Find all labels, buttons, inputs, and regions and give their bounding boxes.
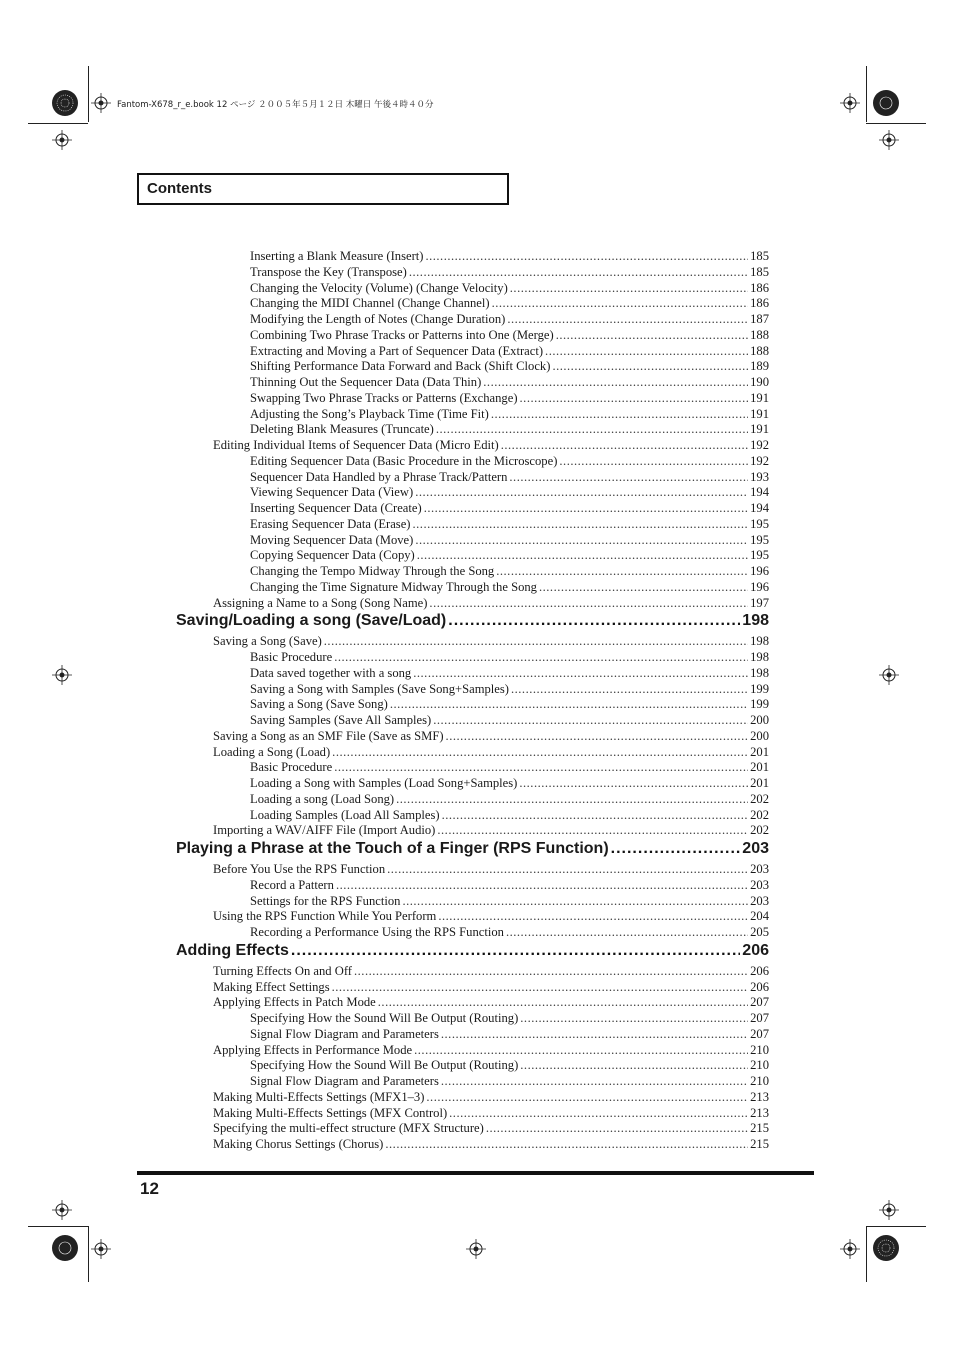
dot-leader bbox=[378, 995, 748, 1010]
toc-entry-page: 213 bbox=[750, 1105, 769, 1120]
toc-entry-label: Specifying How the Sound Will Be Output (Routing) bbox=[250, 1011, 519, 1025]
dot-leader bbox=[387, 862, 748, 877]
toc-entry-page: 206 bbox=[750, 963, 769, 978]
dot-leader bbox=[506, 925, 748, 940]
toc-entry-page: 203 bbox=[742, 840, 769, 857]
toc-entry-page: 186 bbox=[750, 280, 769, 295]
toc-entry[interactable] bbox=[250, 249, 769, 264]
dot-leader bbox=[510, 281, 748, 296]
toc-entry-label: Loading a song (Load Song) bbox=[250, 791, 395, 806]
toc-heading[interactable] bbox=[176, 942, 769, 960]
toc-entry-page: 203 bbox=[750, 862, 769, 876]
toc-entry-label: Making Chorus Settings (Chorus) bbox=[213, 1137, 384, 1151]
toc-entry-label: Editing Individual Items of Sequencer Data (Micro Edit) bbox=[213, 438, 499, 452]
footer-rule bbox=[137, 1171, 814, 1175]
dot-leader bbox=[424, 501, 748, 516]
toc-entry-page: 205 bbox=[750, 925, 769, 939]
toc-entry[interactable] bbox=[213, 1106, 769, 1121]
dot-leader bbox=[332, 980, 749, 995]
toc-entry[interactable] bbox=[250, 792, 769, 807]
dot-leader bbox=[559, 454, 748, 469]
toc-entry-page: 198 bbox=[750, 650, 769, 664]
toc-entry-page: 192 bbox=[750, 453, 769, 468]
toc-entry-label: Specifying How the Sound Will Be Output (Routing) bbox=[250, 1058, 519, 1073]
star-target-icon bbox=[51, 1234, 79, 1262]
toc-entry-label: Transpose the Key (Transpose) bbox=[250, 264, 407, 279]
toc-entry-page: 196 bbox=[750, 579, 769, 594]
crop-mark bbox=[28, 1226, 88, 1227]
dot-leader bbox=[511, 682, 748, 697]
toc-entry[interactable] bbox=[250, 1058, 769, 1073]
dot-leader bbox=[496, 564, 748, 579]
toc-entry-label: Turning Effects On and Off bbox=[213, 963, 352, 978]
toc-entry[interactable] bbox=[213, 1121, 769, 1136]
toc-entry[interactable] bbox=[213, 823, 769, 838]
toc-entry-page: 203 bbox=[750, 893, 769, 908]
toc-entry[interactable] bbox=[213, 909, 769, 924]
toc-entry-page: 194 bbox=[750, 485, 769, 500]
toc-entry[interactable] bbox=[250, 407, 769, 422]
toc-entry-page: 206 bbox=[750, 979, 769, 994]
toc-entry-label: Viewing Sequencer Data (View) bbox=[250, 485, 414, 500]
toc-entry[interactable] bbox=[213, 1137, 769, 1152]
toc-entry[interactable] bbox=[213, 1043, 769, 1058]
toc-entry-label: Signal Flow Diagram and Parameters bbox=[250, 1074, 439, 1088]
toc-heading[interactable] bbox=[176, 840, 769, 858]
toc-entry-label: Applying Effects in Patch Mode bbox=[213, 995, 376, 1010]
dot-leader bbox=[414, 1043, 748, 1058]
print-header: Fantom-X678_r_e.book 12 ページ ２００５年５月１２日 木曜日 午後４時４０分 bbox=[117, 100, 434, 110]
toc-entry-page: 201 bbox=[750, 760, 769, 775]
dot-leader bbox=[334, 760, 748, 775]
dot-leader bbox=[438, 909, 748, 924]
toc-entry[interactable] bbox=[250, 422, 769, 437]
dot-leader bbox=[520, 1011, 748, 1026]
toc-entry[interactable] bbox=[250, 650, 769, 665]
toc-entry-label: Saving a Song (Save Song) bbox=[250, 697, 388, 712]
toc-entry[interactable] bbox=[250, 925, 769, 940]
toc-entry[interactable] bbox=[250, 375, 769, 390]
toc-entry-page: 200 bbox=[750, 728, 769, 743]
toc-entry-page: 188 bbox=[750, 343, 769, 358]
toc-entry-page: 195 bbox=[750, 532, 769, 547]
toc-entry-label: Basic Procedure bbox=[250, 650, 333, 664]
toc-entry-label: Copying Sequencer Data (Copy) bbox=[250, 548, 415, 563]
toc-entry[interactable] bbox=[250, 485, 769, 500]
toc-entry-label: Erasing Sequencer Data (Erase) bbox=[250, 516, 411, 531]
toc-entry-label: Making Effect Settings bbox=[213, 979, 330, 994]
toc-entry-label: Playing a Phrase at the Touch of a Finger (RPS Function) bbox=[176, 840, 609, 857]
toc-entry[interactable] bbox=[250, 344, 769, 359]
toc-entry-page: 202 bbox=[750, 807, 769, 822]
dot-leader bbox=[390, 697, 748, 712]
toc-entry-page: 200 bbox=[750, 713, 769, 727]
toc-entry-label: Combining Two Phrase Tracks or Patterns into One (Merge) bbox=[250, 327, 554, 342]
toc-entry-page: 210 bbox=[750, 1074, 769, 1088]
dot-leader bbox=[486, 1121, 748, 1136]
toc-entry[interactable] bbox=[250, 328, 769, 343]
section-tab bbox=[137, 173, 509, 205]
dot-leader bbox=[332, 745, 748, 760]
toc-heading[interactable] bbox=[176, 612, 769, 630]
dot-leader bbox=[396, 792, 748, 807]
toc-entry-label: Making Multi-Effects Settings (MFX1–3) bbox=[213, 1089, 425, 1104]
toc-entry-label: Using the RPS Function While You Perform bbox=[213, 909, 437, 924]
dot-leader bbox=[441, 1027, 748, 1042]
dot-leader bbox=[520, 1058, 748, 1073]
toc-entry[interactable] bbox=[250, 580, 769, 595]
toc-entry-page: 197 bbox=[750, 595, 769, 610]
registration-mark-icon bbox=[91, 1239, 111, 1259]
crop-mark bbox=[866, 1226, 926, 1227]
toc-entry-label: Editing Sequencer Data (Basic Procedure in the Microscope) bbox=[250, 453, 558, 468]
crop-mark bbox=[866, 1226, 867, 1282]
toc-entry-label: Applying Effects in Performance Mode bbox=[213, 1042, 413, 1057]
crop-mark bbox=[866, 123, 926, 124]
section-tab-label: Contents bbox=[147, 180, 212, 197]
crop-mark bbox=[88, 1226, 89, 1282]
toc-entry-page: 210 bbox=[750, 1058, 769, 1073]
toc-entry-page: 189 bbox=[750, 359, 769, 374]
toc-entry[interactable] bbox=[250, 894, 769, 909]
toc-entry-page: 213 bbox=[750, 1089, 769, 1104]
toc-entry-page: 198 bbox=[742, 612, 769, 630]
toc-entry-label: Deleting Blank Measures (Truncate) bbox=[250, 422, 434, 437]
toc-entry-label: Inserting a Blank Measure (Insert) bbox=[250, 249, 424, 263]
dot-leader bbox=[442, 808, 749, 823]
dot-leader bbox=[291, 942, 740, 960]
dot-leader bbox=[433, 713, 748, 728]
toc-entry-label: Inserting Sequencer Data (Create) bbox=[250, 501, 422, 515]
dot-leader bbox=[409, 265, 748, 280]
toc-entry[interactable] bbox=[250, 878, 769, 893]
toc-entry-page: 207 bbox=[750, 1026, 769, 1041]
toc-entry[interactable] bbox=[213, 634, 769, 649]
dot-leader bbox=[437, 823, 748, 838]
dot-leader bbox=[402, 894, 748, 909]
dot-leader bbox=[449, 1106, 748, 1121]
dot-leader bbox=[415, 533, 748, 548]
crop-mark bbox=[88, 66, 89, 122]
toc-entry-page: 203 bbox=[750, 877, 769, 892]
toc-entry-page: 186 bbox=[750, 296, 769, 311]
toc-entry-page: 191 bbox=[750, 422, 769, 437]
toc-entry-page: 201 bbox=[750, 744, 769, 759]
toc-entry-page: 206 bbox=[742, 941, 769, 959]
dot-leader bbox=[413, 517, 749, 532]
toc-entry[interactable] bbox=[213, 964, 769, 979]
toc-entry-label: Modifying the Length of Notes (Change Duration) bbox=[250, 312, 506, 326]
toc-entry[interactable] bbox=[250, 564, 769, 579]
registration-mark-icon bbox=[466, 1239, 486, 1259]
toc-entry-label: Saving Samples (Save All Samples) bbox=[250, 713, 432, 727]
toc-entry[interactable] bbox=[250, 359, 769, 374]
dot-leader bbox=[415, 485, 748, 500]
toc-entry-label: Before You Use the RPS Function bbox=[213, 862, 386, 876]
star-target-icon bbox=[51, 89, 79, 117]
toc-entry[interactable] bbox=[250, 533, 769, 548]
page-number: 12 bbox=[140, 1179, 159, 1198]
toc-entry[interactable] bbox=[213, 596, 769, 611]
toc-entry-page: 207 bbox=[750, 1011, 769, 1025]
dot-leader bbox=[492, 296, 749, 311]
toc-entry[interactable] bbox=[250, 760, 769, 775]
toc-entry[interactable] bbox=[213, 862, 769, 877]
toc-entry-label: Settings for the RPS Function bbox=[250, 893, 401, 908]
toc-entry[interactable] bbox=[213, 980, 769, 995]
toc-entry[interactable] bbox=[250, 776, 769, 791]
registration-mark-icon bbox=[52, 130, 72, 150]
toc-entry[interactable] bbox=[250, 296, 769, 311]
toc-entry[interactable] bbox=[250, 808, 769, 823]
toc-entry-page: 192 bbox=[750, 438, 769, 452]
toc-entry-label: Changing the Tempo Midway Through the Song bbox=[250, 564, 495, 578]
toc-entry-label: Moving Sequencer Data (Move) bbox=[250, 532, 414, 547]
toc-entry-page: 202 bbox=[750, 823, 769, 838]
dot-leader bbox=[413, 666, 748, 681]
toc-entry-page: 198 bbox=[750, 634, 769, 649]
toc-entry-label: Loading a Song (Load) bbox=[213, 744, 331, 759]
toc-entry-page: 196 bbox=[750, 564, 769, 578]
dot-leader bbox=[385, 1137, 748, 1152]
toc-entry-page: 215 bbox=[750, 1137, 769, 1151]
dot-leader bbox=[520, 391, 749, 406]
toc-entry-page: 190 bbox=[750, 375, 769, 389]
dot-leader bbox=[507, 312, 748, 327]
dot-leader bbox=[611, 840, 741, 858]
registration-mark-icon bbox=[879, 665, 899, 685]
dot-leader bbox=[429, 596, 748, 611]
dot-leader bbox=[446, 729, 749, 744]
star-target-icon bbox=[872, 89, 900, 117]
registration-mark-icon bbox=[52, 665, 72, 685]
dot-leader bbox=[491, 407, 748, 422]
dot-leader bbox=[519, 776, 748, 791]
dot-leader bbox=[334, 650, 748, 665]
toc-entry-label: Adding Effects bbox=[176, 941, 289, 959]
toc-entry-label: Changing the MIDI Channel (Change Channel) bbox=[250, 296, 490, 311]
toc-entry-page: 202 bbox=[750, 791, 769, 806]
toc-entry-label: Making Multi-Effects Settings (MFX Control) bbox=[213, 1105, 448, 1120]
registration-mark-icon bbox=[879, 130, 899, 150]
toc-entry-page: 201 bbox=[750, 776, 769, 790]
toc-entry-page: 191 bbox=[750, 390, 769, 405]
toc-entry-label: Saving/Loading a song (Save/Load) bbox=[176, 612, 447, 630]
toc-entry-page: 193 bbox=[750, 469, 769, 484]
registration-mark-icon bbox=[91, 93, 111, 113]
dot-leader bbox=[556, 328, 748, 343]
toc-entry-label: Saving a Song as an SMF File (Save as SMF) bbox=[213, 728, 444, 743]
registration-mark-icon bbox=[840, 93, 860, 113]
dot-leader bbox=[501, 438, 748, 453]
toc-entry-label: Signal Flow Diagram and Parameters bbox=[250, 1026, 439, 1041]
toc-entry-page: 204 bbox=[750, 909, 769, 924]
toc-entry[interactable] bbox=[250, 501, 769, 516]
toc-entry-label: Recording a Performance Using the RPS Function bbox=[250, 925, 504, 939]
toc-entry[interactable] bbox=[250, 1027, 769, 1042]
toc-entry-page: 199 bbox=[750, 697, 769, 712]
toc-entry-page: 187 bbox=[750, 312, 769, 326]
dot-leader bbox=[509, 470, 748, 485]
toc-entry[interactable] bbox=[250, 548, 769, 563]
toc-entry-page: 185 bbox=[750, 264, 769, 279]
toc-entry-label: Specifying the multi-effect structure (MFX Structure) bbox=[213, 1121, 484, 1136]
dot-leader bbox=[324, 634, 748, 649]
toc-entry[interactable] bbox=[213, 729, 769, 744]
toc-entry[interactable] bbox=[250, 312, 769, 327]
toc-entry-label: Data saved together with a song bbox=[250, 665, 412, 680]
toc-entry[interactable] bbox=[250, 682, 769, 697]
toc-entry-page: 194 bbox=[750, 501, 769, 515]
toc-entry-page: 207 bbox=[750, 995, 769, 1010]
dot-leader bbox=[426, 1090, 748, 1105]
toc-entry-label: Basic Procedure bbox=[250, 760, 333, 775]
registration-mark-icon bbox=[879, 1200, 899, 1220]
dot-leader bbox=[417, 548, 748, 563]
toc-entry[interactable] bbox=[213, 1090, 769, 1105]
toc-entry[interactable] bbox=[250, 470, 769, 485]
star-target-icon bbox=[872, 1234, 900, 1262]
toc-entry-label: Thinning Out the Sequencer Data (Data Thin) bbox=[250, 375, 482, 389]
toc-entry[interactable] bbox=[250, 391, 769, 406]
toc-entry-label: Saving a Song with Samples (Save Song+Samples) bbox=[250, 681, 509, 696]
toc-entry[interactable] bbox=[250, 1074, 769, 1089]
dot-leader bbox=[354, 964, 748, 979]
toc-entry-page: 195 bbox=[750, 516, 769, 531]
toc-entry-page: 191 bbox=[750, 406, 769, 421]
toc-entry-label: Loading a Song with Samples (Load Song+Samples) bbox=[250, 776, 518, 790]
toc-entry[interactable] bbox=[250, 454, 769, 469]
toc-entry-label: Swapping Two Phrase Tracks or Patterns (Exchange) bbox=[250, 390, 518, 405]
dot-leader bbox=[336, 878, 748, 893]
toc-entry-label: Sequencer Data Handled by a Phrase Track/Pattern bbox=[250, 469, 508, 484]
toc-entry-page: 188 bbox=[750, 327, 769, 342]
toc-entry-label: Saving a Song (Save) bbox=[213, 634, 322, 649]
toc-entry-label: Adjusting the Song’s Playback Time (Time Fit) bbox=[250, 406, 489, 421]
dot-leader bbox=[552, 359, 748, 374]
toc-entry[interactable] bbox=[213, 745, 769, 760]
toc-entry-label: Changing the Velocity (Volume) (Change Velocity) bbox=[250, 280, 508, 295]
toc-entry-label: Record a Pattern bbox=[250, 877, 334, 892]
toc-entry-label: Changing the Time Signature Midway Through the Song bbox=[250, 579, 537, 594]
toc-entry-page: 210 bbox=[750, 1042, 769, 1057]
dot-leader bbox=[545, 344, 748, 359]
toc-entry[interactable] bbox=[250, 517, 769, 532]
toc-entry[interactable] bbox=[250, 713, 769, 728]
dot-leader bbox=[436, 422, 748, 437]
toc-entry-label: Loading Samples (Load All Samples) bbox=[250, 807, 440, 822]
dot-leader bbox=[441, 1074, 748, 1089]
registration-mark-icon bbox=[840, 1239, 860, 1259]
dot-leader bbox=[483, 375, 748, 390]
registration-mark-icon bbox=[52, 1200, 72, 1220]
toc-entry[interactable] bbox=[250, 666, 769, 681]
toc-entry-label: Importing a WAV/AIFF File (Import Audio) bbox=[213, 823, 436, 838]
toc-entry[interactable] bbox=[250, 281, 769, 296]
toc-entry[interactable] bbox=[213, 995, 769, 1010]
toc-entry-page: 199 bbox=[750, 681, 769, 696]
toc-entry-page: 198 bbox=[750, 665, 769, 680]
crop-mark bbox=[866, 66, 867, 122]
toc-entry-page: 215 bbox=[750, 1121, 769, 1136]
crop-mark bbox=[28, 123, 88, 124]
toc-entry[interactable] bbox=[250, 1011, 769, 1026]
dot-leader bbox=[425, 249, 748, 264]
dot-leader bbox=[539, 580, 748, 595]
toc-entry[interactable] bbox=[250, 697, 769, 712]
toc-entry[interactable] bbox=[250, 265, 769, 280]
toc-entry-label: Shifting Performance Data Forward and Back (Shift Clock) bbox=[250, 359, 551, 374]
toc-entry-label: Extracting and Moving a Part of Sequencer Data (Extract) bbox=[250, 343, 544, 358]
dot-leader bbox=[448, 612, 740, 630]
toc-entry-page: 195 bbox=[750, 548, 769, 563]
toc-entry[interactable] bbox=[213, 438, 769, 453]
toc-entry-label: Assigning a Name to a Song (Song Name) bbox=[213, 595, 428, 610]
toc-entry-page: 185 bbox=[750, 249, 769, 263]
